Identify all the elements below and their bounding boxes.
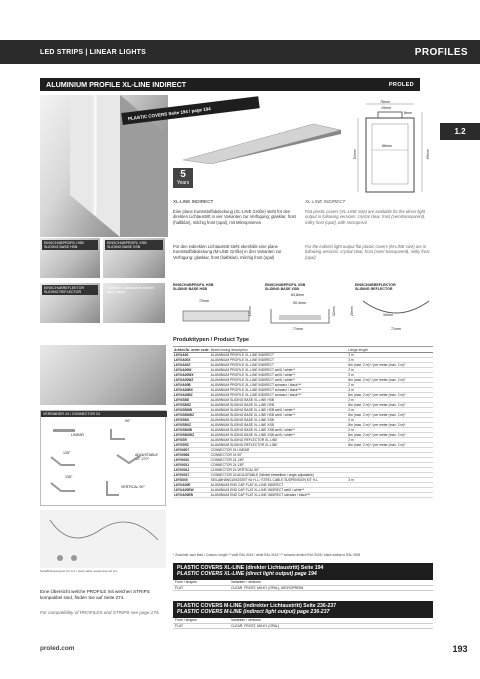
length-cell: 3 m	[347, 478, 433, 483]
length-cell: 2 m	[347, 428, 433, 433]
covers-m-row-k: FLAT	[173, 623, 229, 629]
section-number-tab: 1.2	[440, 123, 480, 140]
end-cap-photo	[173, 120, 343, 164]
length-cell: 8m (max. 2 m)* / per meter (max. 2 m)*	[347, 393, 433, 398]
connector-linear: LINEAR	[71, 433, 84, 437]
description-cell: ALUMINIUM SLIDING BASE XL-LINE HSB	[210, 398, 348, 403]
xsb-title: EINSCHUBPROFIL XSB	[265, 283, 306, 287]
xsb-dim-63: 63,8mm	[291, 293, 304, 297]
order-code-cell: L6YXSBXZ	[173, 423, 210, 428]
length-cell: 8m (max. 2 m)* / per meter (max. 2 m)*	[347, 378, 433, 383]
thumb-indirect-label: indirekter Lichtaustritt indirect light output	[107, 286, 154, 294]
covers-xl-row-k: FLAT	[173, 585, 229, 591]
length-cell: 3 m	[347, 373, 433, 378]
length-cell: 2 m	[347, 438, 433, 443]
length-cell: 8m (max. 2 m)* / per meter (max. 2 m)*	[347, 413, 433, 418]
hsb-title-en: SLIDING BASE HSB	[173, 287, 208, 292]
connectors-title: VERBINDER 24 / CONNECTOR 24	[41, 411, 167, 417]
brand-logo: PROLED	[388, 81, 414, 88]
reflector-dim-71: 71mm	[391, 327, 401, 331]
thumb-hsb-label: EINSCHUBPROFIL HSB SLIDING BASE HSB	[42, 240, 98, 250]
connector-135-b: 135°	[65, 475, 73, 479]
length-cell: 2 m	[347, 408, 433, 413]
compat-en: For compatibility of PROFILES and STRIPS see page 274.	[40, 610, 160, 615]
thumb-xsb-label: EINSCHUBPROFIL XSB SLIDING BASE XSB	[105, 240, 163, 250]
thumb-reflector-label: EINSCHUBREFLEKTOR SLIDING REFLECTOR	[42, 285, 98, 295]
order-code-cell: L6Y00012	[173, 468, 210, 473]
product-title-bar	[40, 78, 420, 91]
header-order-code: Artikel-Nr. order code	[174, 348, 209, 352]
header-description: Bezeichnung description	[210, 348, 348, 353]
covers-xl-en: PLASTIC COVERS XL-LINE (direct light output) page 194	[177, 571, 317, 578]
length-cell: 8m (max. 2 m)* / per meter (max. 2 m)*	[347, 433, 433, 438]
header-length: Länge length	[347, 348, 433, 353]
xsb-dim-71: 71mm	[293, 327, 303, 331]
description-cell: ALUMINIUM SLIDING BASE XL-LINE HSB weiß / white**	[210, 408, 348, 413]
description-cell: CONNECTOR 24 90°	[210, 453, 348, 458]
hsb-dim-72: 72mm	[199, 299, 209, 303]
description-cell: ALUMINIUM PROFILE XL-LINE INDIRECT schwarz / black***	[210, 383, 348, 388]
thumb-xsb	[103, 238, 165, 278]
order-code-cell: L6YXSBX	[173, 418, 210, 423]
description-cell: ALUMINIUM PROFILE XL-LINE INDIRECT weiß / white**	[210, 373, 348, 378]
description-cell: ALUMINIUM SLIDING REFLECTOR XL-LINE	[210, 438, 348, 443]
thumb-reflector	[40, 283, 100, 323]
order-code-cell: L6YXA00EW	[173, 488, 210, 493]
covers-m-de: PLASTIC COVERS M-LINE (indirekter Lichtaustritt) Seite 236-237	[177, 603, 337, 609]
xsb-dim-32: 32mm	[331, 306, 336, 317]
order-code-cell: L6YXA00W	[173, 368, 210, 373]
connector-90: 90°	[125, 419, 131, 423]
thumb-hsb	[40, 238, 100, 278]
description-cell: ALUMINIUM SLIDING BASE XL-LINE HSB	[210, 403, 348, 408]
product-table	[173, 348, 433, 498]
order-code-cell: L6YXSBSW	[173, 408, 210, 413]
section-banner	[0, 40, 480, 64]
top-margin	[0, 0, 480, 40]
order-code-cell: L6Y00008	[173, 453, 210, 458]
length-cell: 2 m	[347, 368, 433, 373]
length-cell: 3 m	[347, 358, 433, 363]
order-code-cell: L6YXA00EB	[173, 493, 210, 498]
connectors-panel	[40, 410, 166, 506]
warranty-badge	[173, 168, 193, 188]
order-code-cell: L6YS000	[173, 478, 210, 483]
section-reflector	[349, 283, 435, 335]
section-right-label: PROFILES	[414, 46, 468, 58]
covers-xl-de: PLASTIC COVERS XL-LINE (direkter Lichtaustritt) Seite 194	[177, 565, 324, 571]
covers-m-row-v: CLEAR, FROST, MILKY (OPAL)	[229, 623, 433, 629]
order-code-cell: L6Y00007	[173, 448, 210, 453]
suspension-caption: Seilabhängungsset für H-L / steel cable suspension kit H-L	[40, 569, 118, 573]
length-cell: 3 m	[347, 388, 433, 393]
covers-xl-table	[173, 580, 433, 591]
xsb-title-en: SLIDING BASE XSB	[265, 287, 299, 292]
reflector-title: EINSCHUBREFLEKTOR	[355, 283, 396, 287]
compat-de: Eine Übersicht welche PROFILE mit welchen STRIPS kompatibel sind, finden Sie auf Seite 274.	[40, 589, 150, 600]
dim-66: 66mm	[382, 144, 392, 148]
description-cell: ALUMINIUM SLIDING REFLECTOR XL-LINE	[210, 443, 348, 448]
connector-adjustable: ADJUSTABLE 90°-270°	[135, 453, 158, 462]
reflector-dim-20: 20mm	[349, 306, 354, 317]
dim-8: 8mm	[404, 111, 412, 115]
dim-69: 69mm	[425, 149, 430, 160]
covers-m-table	[173, 618, 433, 629]
description-cell: SEILABHÄNGUNGSSET für H-L / STEEL CABLE SUSPENSION KIT H-L	[210, 478, 348, 483]
description-cell: CONNECTOR 24 LINEAR	[210, 448, 348, 453]
order-code-cell: L6YXSBXWZ	[173, 433, 210, 438]
order-code-cell: L6Y00011	[173, 463, 210, 468]
length-cell: 8m (max. 2 m)* / per meter (max. 2 m)*	[347, 403, 433, 408]
footer-url[interactable]: proled.com	[40, 645, 75, 652]
connector-vertical: VERTICAL 90°	[121, 485, 145, 489]
covers-m-head-k: Form / shapes	[173, 618, 229, 623]
length-cell: 2 m	[347, 383, 433, 388]
order-code-cell: L6YXA00WX	[173, 373, 210, 378]
description-cell: ALUMINIUM PROFILE XL-LINE INDIRECT	[210, 353, 348, 358]
order-code-cell: L6YXSBS	[173, 398, 210, 403]
description-cell: ALUMINIUM SLIDING BASE XL-LINE XSB weiß / white**	[210, 428, 348, 433]
product-type-heading: Produkttypen / Product Type	[173, 337, 433, 347]
length-cell: 8m (max. 2 m)* / per meter (max. 2 m)*	[347, 363, 433, 368]
thumb-indirect	[103, 283, 165, 323]
description-cell: ALUMINIUM PROFILE XL-LINE INDIRECT weiß / white**	[210, 378, 348, 383]
description-cell: ALUMINIUM PROFILE XL-LINE INDIRECT	[210, 363, 348, 368]
description-cell: ALUMINIUM PROFILE XL-LINE INDIRECT schwarz / black***	[210, 388, 348, 393]
length-cell: 2 m	[347, 418, 433, 423]
warranty-label: Years	[176, 180, 190, 186]
description-cell: CONNECTOR 24 135°	[210, 463, 348, 468]
length-cell: 8m (max. 2 m)* / per meter (max. 2 m)*	[347, 423, 433, 428]
order-code-cell: L6YXA00BZ	[173, 393, 210, 398]
hsb-title: EINSCHUBPROFIL HSB	[173, 283, 214, 287]
length-cell: 2 m	[347, 353, 433, 358]
order-code-cell: L6Y00010	[173, 458, 210, 463]
intro-de-title: XL-LINE INDIRECT	[173, 199, 214, 204]
order-code-cell: L6YXSBSWZ	[173, 413, 210, 418]
dim-19: 19mm	[381, 106, 391, 110]
order-code-cell: L6YXA00	[173, 353, 210, 358]
table-row	[173, 623, 433, 629]
covers-m-box	[173, 601, 433, 618]
order-code-cell: L6YXA00Z	[173, 363, 210, 368]
warranty-number: 5	[180, 169, 186, 180]
section-left-label: LED STRIPS | LINEAR LIGHTS	[40, 48, 146, 56]
intro-en-p1: Flat plastic covers (XL-LINE size) are available for the direct light output in following versions: crystal clear, frost (semitransparent), milky frost (opal), with microprism	[305, 209, 426, 225]
order-code-cell: L6YXA00BX	[173, 388, 210, 393]
description-cell: ALUMINIUM PROFILE XL-LINE INDIRECT	[210, 358, 348, 363]
xsb-dim-50: 50,4mm	[293, 301, 306, 305]
length-cell: 2 m	[347, 398, 433, 403]
table-row	[173, 493, 433, 498]
covers-xl-head-k: Form / shapes	[173, 580, 229, 585]
description-cell: ALUMINIUM END CAP FLAT XL-LINE INDIRECT	[210, 483, 348, 488]
order-code-cell: L6YXSR	[173, 438, 210, 443]
description-cell: ALUMINIUM END CAP FLAT XL-LINE INDIRECT weiß / white**	[210, 488, 348, 493]
description-cell: ALUMINIUM END CAP FLAT XL-LINE INDIRECT schwarz / black***	[210, 493, 348, 498]
description-cell: ALUMINIUM PROFILE XL-LINE INDIRECT weiß / white**	[210, 368, 348, 373]
description-cell: CONNECTOR 24 135°	[210, 458, 348, 463]
table-row	[173, 585, 433, 591]
order-code-cell: L6YXA00X	[173, 358, 210, 363]
order-code-cell: L6YXSBXW	[173, 428, 210, 433]
reflector-dim-34: 34mm	[383, 313, 393, 317]
covers-xl-box	[173, 563, 433, 580]
description-cell: CONNECTOR 24 VERTICAL 90°	[210, 468, 348, 473]
description-cell: ALUMINIUM SLIDING BASE XL-LINE XSB	[210, 418, 348, 423]
covers-xl-head-v: Varianten / versions	[229, 580, 433, 585]
description-cell: CONNECTOR 24 ADJUSTABLE (Winkel einstellbar / angle adjustable)	[210, 473, 348, 478]
intro-en-p2: For the indirect light output flat plastic covers (M-LINE size) are in following versions: crystal clear, frost (semi-transparent), milky frost (opal)	[305, 244, 430, 260]
connector-135-a: 135°	[63, 451, 71, 455]
order-code-cell: L6YXA00E	[173, 483, 210, 488]
description-cell: ALUMINIUM SLIDING BASE XL-LINE HSB weiß / white**	[210, 413, 348, 418]
section-hsb	[173, 283, 263, 335]
description-cell: ALUMINIUM SLIDING BASE XL-LINE XSB weiß / white**	[210, 433, 348, 438]
covers-xl-row-v: CLEAR, FROST, MILKY (OPAL), MICROPRISM	[229, 585, 433, 591]
plastic-covers-ribbon: PLASTIC COVERS Seite 194 / page 194	[121, 96, 259, 125]
intro-en-title: XL-LINE INDIRECT	[305, 199, 346, 204]
order-code-cell: L6YXA00WZ	[173, 378, 210, 383]
profile-technical-drawing	[350, 100, 440, 196]
intro-de-p1: Eine plane Kunststoffabdeckung (XL-LINE Größe) steht für den direkten Lichtaustritt in vier Varianten zur Verfügung: glasklar, frost (halbklar), milchig frost (opal), mit Mikroprismen	[173, 209, 296, 225]
page-number: 193	[440, 640, 480, 658]
order-code-cell: L6YXSRZ	[173, 443, 210, 448]
profile-side-photo	[40, 345, 166, 405]
product-title: ALUMINIUM PROFILE XL-LINE INDIRECT	[46, 80, 187, 89]
description-cell: ALUMINIUM SLIDING BASE XL-LINE XSB	[210, 423, 348, 428]
covers-m-en: PLASTIC COVERS M-LINE (indirect light output) page 236-237	[177, 609, 330, 616]
reflector-title-en: SLIDING REFLECTOR	[355, 287, 393, 292]
dim-54: 54mm	[352, 149, 357, 160]
description-cell: ALUMINIUM PROFILE XL-LINE INDIRECT schwarz / black***	[210, 393, 348, 398]
table-footnote: * Zuschnitt nach Maß / Custom Length ** weiß RAL 9016 / white RAL 9016 *** schwarz ähnlich RAL 9005 / black similar to RAL 9005	[173, 553, 361, 557]
section-xsb	[265, 283, 345, 335]
hsb-dim-13: 13mm	[247, 306, 252, 317]
covers-m-head-v: Varianten / versions	[229, 618, 433, 623]
dim-76: 76mm	[380, 100, 390, 104]
order-code-cell: L6YXA00B	[173, 383, 210, 388]
order-code-cell: L6YXSBSZ	[173, 403, 210, 408]
order-code-cell: L6Y00017	[173, 473, 210, 478]
length-cell: 8m (max. 2 m)* / per meter (max. 2 m)*	[347, 443, 433, 448]
length-cell	[347, 493, 433, 498]
intro-de-p2: Für den indirekten Lichtaustritt steht ebenfalls eine plane Kunststoffabdeckung (M-LINE Größe) in drei Varianten zur Verfügung: glasklar, frost (halbklar), milchig frost (opal)	[173, 244, 282, 260]
suspension-kit-photo	[40, 510, 166, 568]
